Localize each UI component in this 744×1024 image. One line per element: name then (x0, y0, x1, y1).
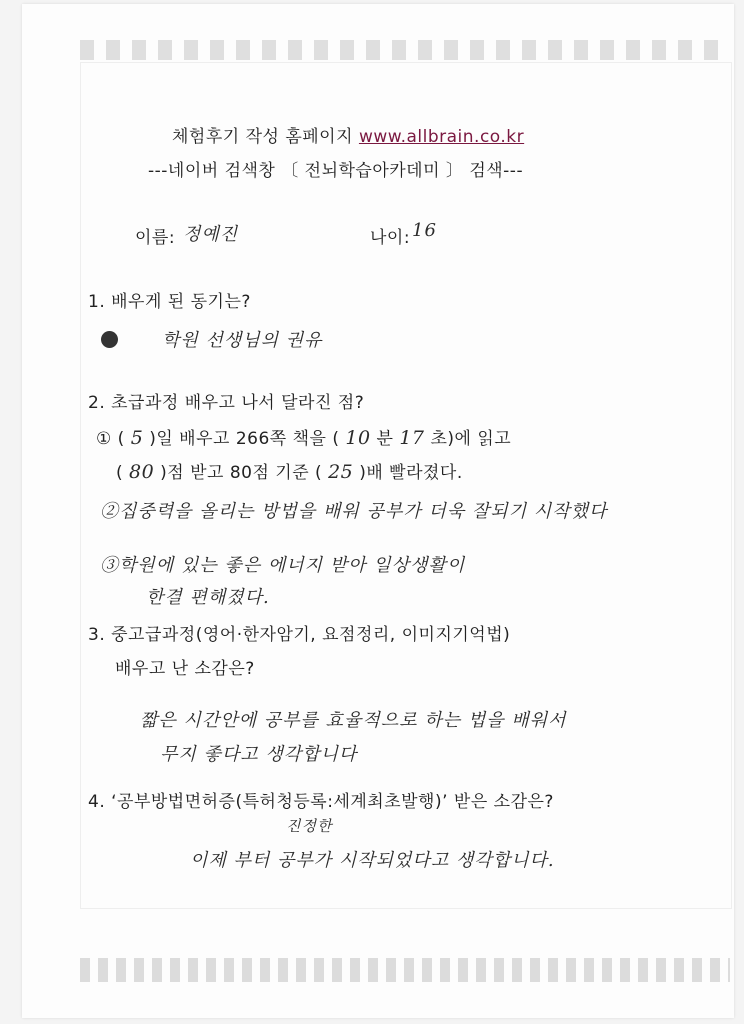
question-1: 1. 배우게 된 동기는? (88, 292, 251, 312)
bleed-through-top (80, 40, 730, 60)
homepage-link[interactable]: www.allbrain.co.kr (358, 127, 525, 147)
header-line1 (172, 122, 524, 147)
answer-3-line1: 짧은 시간안에 공부를 효율적으로 하는 법을 배워서 (140, 710, 567, 731)
form-frame (80, 62, 732, 909)
age-value: 16 (412, 220, 437, 241)
bleed-through-bottom (80, 958, 730, 982)
minutes-value: 10 (345, 427, 371, 449)
question-2-line2: ( 80 )점 받고 80점 기준 ( 25 )배 빨라졌다. (116, 461, 463, 483)
name-value: 정예진 (183, 224, 239, 245)
header-line2: ---네이버 검색창 〔 전뇌학습아카데미 〕 검색--- (148, 161, 524, 181)
question-4: 4. ‘공부방법면허증(특허청등록:세계최초발행)’ 받은 소감은? (88, 792, 554, 812)
header-title: 체험후기 작성 홈페이지 (172, 127, 354, 147)
answer-1: 학원 선생님의 권유 (162, 330, 323, 351)
answer-4: 이제 부터 공부가 시작되었다고 생각합니다. (190, 850, 555, 871)
answer-3-line2: 무지 좋다고 생각합니다 (160, 744, 358, 765)
question-2: 2. 초급과정 배우고 나서 달라진 점? (88, 393, 365, 413)
answer-2-3-line1: ③학원에 있는 좋은 에너지 받아 일상생활이 (100, 555, 466, 576)
seconds-value: 17 (399, 427, 425, 449)
answer-2-2: ②집중력을 올리는 방법을 배워 공부가 더욱 잘되기 시작했다 (100, 501, 608, 522)
score-value: 80 (129, 461, 155, 483)
age-label: 나이: (370, 228, 411, 248)
question-3-line2: 배우고 난 소감은? (115, 659, 255, 679)
answer-2-3-line2: 한결 편해졌다. (146, 587, 270, 608)
question-2-line1: ① ( 5 )일 배우고 266쪽 책을 ( 10 분 17 초)에 읽고 (96, 427, 512, 449)
answer-4-insert: 진정한 (286, 817, 333, 835)
question-3-line1: 3. 중고급과정(영어·한자암기, 요점정리, 이미지기억법) (88, 625, 511, 645)
factor-value: 25 (328, 461, 354, 483)
name-label: 이름: (135, 228, 176, 248)
handwritten-bullet-icon (101, 331, 118, 348)
days-value: 5 (130, 427, 144, 449)
